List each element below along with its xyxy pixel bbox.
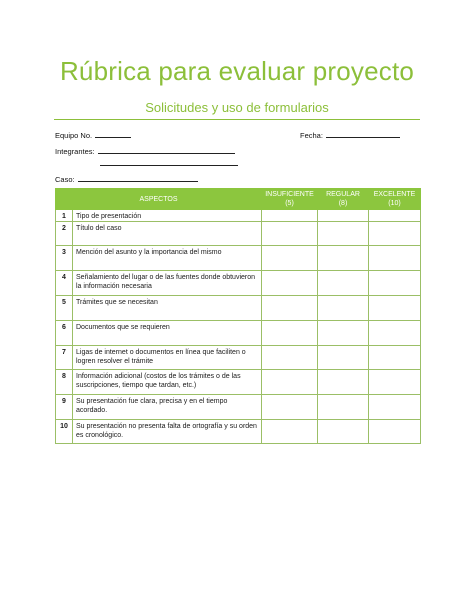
table-row bbox=[56, 370, 421, 395]
row-number: 8 bbox=[56, 370, 73, 395]
level-points: (8) bbox=[338, 200, 348, 207]
score-regular-cell[interactable] bbox=[318, 321, 369, 346]
score-insuficiente-cell[interactable] bbox=[262, 296, 318, 321]
level-points: (10) bbox=[388, 200, 401, 207]
score-excelente-cell[interactable] bbox=[369, 222, 421, 246]
equipo-label: Equipo No. bbox=[55, 131, 93, 140]
level-points: (5) bbox=[285, 200, 294, 207]
fecha-field bbox=[300, 130, 400, 140]
row-number: 3 bbox=[56, 246, 73, 271]
integrantes-blank-1[interactable] bbox=[98, 146, 235, 154]
title-divider bbox=[54, 119, 420, 120]
table-header-row bbox=[56, 189, 421, 210]
fecha-blank[interactable] bbox=[326, 130, 400, 138]
table-row bbox=[56, 222, 421, 246]
score-insuficiente-cell[interactable] bbox=[262, 222, 318, 246]
score-insuficiente-cell[interactable] bbox=[262, 210, 318, 222]
score-excelente-cell[interactable] bbox=[369, 296, 421, 321]
score-insuficiente-cell[interactable] bbox=[262, 321, 318, 346]
caso-label: Caso: bbox=[55, 175, 75, 184]
rubric-table bbox=[55, 188, 421, 444]
equipo-blank[interactable] bbox=[95, 130, 131, 138]
header-aspectos: ASPECTOS bbox=[56, 189, 262, 210]
score-insuficiente-cell[interactable] bbox=[262, 271, 318, 296]
score-regular-cell[interactable] bbox=[318, 246, 369, 271]
row-aspect: Su presentación no presenta falta de ortografía y su orden es cronológico. bbox=[73, 420, 262, 444]
row-aspect: Información adicional (costos de los trámites o de las suscripciones, tiempo que tardan, etc.) bbox=[73, 370, 262, 395]
level-name: REGULAR bbox=[326, 191, 360, 198]
integrantes-blank-2[interactable] bbox=[100, 165, 238, 166]
score-regular-cell[interactable] bbox=[318, 222, 369, 246]
table-row bbox=[56, 296, 421, 321]
score-insuficiente-cell[interactable] bbox=[262, 246, 318, 271]
score-insuficiente-cell[interactable] bbox=[262, 346, 318, 370]
row-aspect: Su presentación fue clara, precisa y en el tiempo acordado. bbox=[73, 395, 262, 420]
score-regular-cell[interactable] bbox=[318, 271, 369, 296]
row-number: 7 bbox=[56, 346, 73, 370]
page-title: Rúbrica para evaluar proyecto bbox=[59, 56, 415, 86]
table-row bbox=[56, 210, 421, 222]
caso-field bbox=[55, 174, 198, 184]
level-name: INSUFICIENTE bbox=[265, 191, 314, 198]
row-number: 10 bbox=[56, 420, 73, 444]
score-excelente-cell[interactable] bbox=[369, 420, 421, 444]
score-regular-cell[interactable] bbox=[318, 395, 369, 420]
table-row bbox=[56, 420, 421, 444]
row-aspect: Documentos que se requieren bbox=[73, 321, 262, 346]
row-number: 2 bbox=[56, 222, 73, 246]
table-row bbox=[56, 271, 421, 296]
integrantes-label: Integrantes: bbox=[55, 147, 95, 156]
row-aspect: Trámites que se necesitan bbox=[73, 296, 262, 321]
row-number: 4 bbox=[56, 271, 73, 296]
score-regular-cell[interactable] bbox=[318, 210, 369, 222]
table-row bbox=[56, 246, 421, 271]
table-row bbox=[56, 346, 421, 370]
row-aspect: Mención del asunto y la importancia del mismo bbox=[73, 246, 262, 271]
score-excelente-cell[interactable] bbox=[369, 271, 421, 296]
caso-blank[interactable] bbox=[78, 174, 198, 182]
row-number: 9 bbox=[56, 395, 73, 420]
header-insuficiente bbox=[262, 189, 318, 210]
score-regular-cell[interactable] bbox=[318, 296, 369, 321]
row-number: 6 bbox=[56, 321, 73, 346]
row-aspect: Ligas de internet o documentos en línea que faciliten o logren resolver el trámite bbox=[73, 346, 262, 370]
score-excelente-cell[interactable] bbox=[369, 321, 421, 346]
row-aspect: Señalamiento del lugar o de las fuentes donde obtuvieron la información necesaria bbox=[73, 271, 262, 296]
row-aspect: Título del caso bbox=[73, 222, 262, 246]
score-excelente-cell[interactable] bbox=[369, 210, 421, 222]
row-number: 5 bbox=[56, 296, 73, 321]
score-insuficiente-cell[interactable] bbox=[262, 420, 318, 444]
score-excelente-cell[interactable] bbox=[369, 370, 421, 395]
score-regular-cell[interactable] bbox=[318, 370, 369, 395]
score-regular-cell[interactable] bbox=[318, 346, 369, 370]
level-name: EXCELENTE bbox=[373, 191, 416, 198]
row-aspect: Tipo de presentación bbox=[73, 210, 262, 222]
table-row bbox=[56, 395, 421, 420]
score-regular-cell[interactable] bbox=[318, 420, 369, 444]
header-regular bbox=[318, 189, 369, 210]
page-subtitle: Solicitudes y uso de formularios bbox=[145, 100, 329, 115]
score-excelente-cell[interactable] bbox=[369, 246, 421, 271]
header-excelente bbox=[369, 189, 421, 210]
fecha-label: Fecha: bbox=[300, 131, 323, 140]
row-number: 1 bbox=[56, 210, 73, 222]
table-row bbox=[56, 321, 421, 346]
score-excelente-cell[interactable] bbox=[369, 395, 421, 420]
score-insuficiente-cell[interactable] bbox=[262, 370, 318, 395]
equipo-field bbox=[55, 130, 131, 140]
score-insuficiente-cell[interactable] bbox=[262, 395, 318, 420]
score-excelente-cell[interactable] bbox=[369, 346, 421, 370]
integrantes-field bbox=[55, 146, 235, 156]
